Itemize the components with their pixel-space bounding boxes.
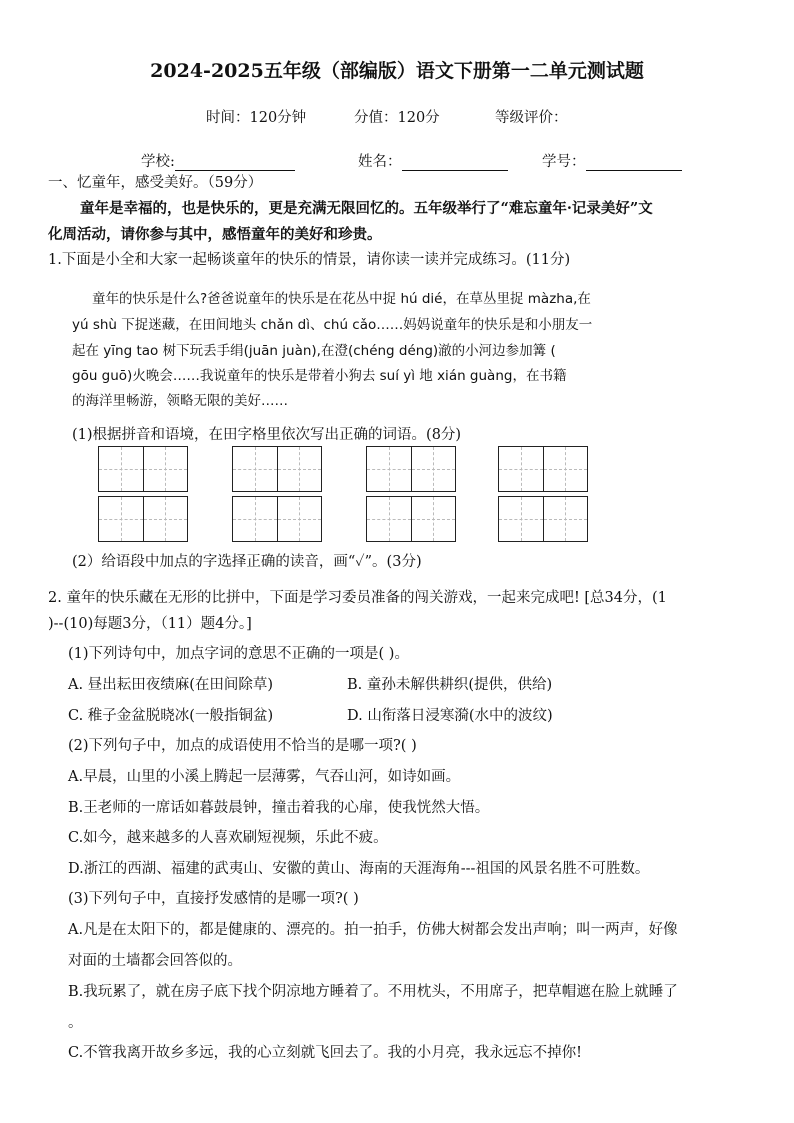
question-2-2: (2)下列句子中，加点的成语使用不恰当的是哪一项?( ) [68,738,417,754]
option-a[interactable]: A.凡是在太阳下的，都是健康的、漂亮的。拍一拍手，仿佛大树都会发出声响；叫一两声，好像 [68,922,678,938]
passage-line: yú shù 下捉迷藏，在田间地头 chǎn dì、chú cǎo……妈妈说童年的快乐是和小朋友一 [72,317,593,333]
question-2-stem: )--(10)每题3分，（11）题4分。] [48,616,252,632]
tianzige-grid[interactable] [232,496,322,542]
tianzige-grid[interactable] [98,446,188,492]
question-2-3: (3)下列句子中，直接抒发感情的是哪一项?( ) [68,891,359,907]
passage-line: 的海洋里畅游，领略无限的美好…… [72,393,288,409]
student-id-blank[interactable] [586,154,682,171]
section-intro-line: 化周活动，请你参与其中，感悟童年的美好和珍贵。 [48,226,382,243]
option-a[interactable]: A.早晨，山里的小溪上腾起一层薄雾，气吞山河，如诗如画。 [68,769,461,785]
option-d[interactable]: D. 山衔落日浸寒漪(水中的波纹) [347,708,553,724]
student-id-label: 学号： [542,154,586,170]
question-1-sub1: (1)根据拼音和语境，在田字格里依次写出正确的词语。(8分) [72,427,462,443]
question-1-sub2: (2）给语段中加点的字选择正确的读音，画“✓”。(3分) [72,554,422,570]
option-b[interactable]: B.王老师的一席话如暮鼓晨钟，撞击着我的心扉，使我恍然大悟。 [68,800,490,816]
option-a-continued: 对面的土墙都会回答似的。 [68,953,242,969]
exam-score: 分值：120分 [354,110,440,126]
section-heading: 一、忆童年，感受美好。（59分） [48,175,263,191]
school-blank[interactable] [175,154,295,171]
name-field[interactable] [358,150,508,171]
passage-line: 童年的快乐是什么?爸爸说童年的快乐是在花丛中捉 hú dié，在草丛里捉 màzha,在 [92,291,591,307]
option-b[interactable]: B. 童孙未解供耕织(提供，供给) [347,677,553,693]
school-label: 学校: [141,154,175,170]
page-title: 2024-2025五年级（部编版）语文下册第一二单元测试题 [150,60,644,82]
tianzige-grid[interactable] [498,496,588,542]
name-blank[interactable] [402,154,508,171]
option-d[interactable]: D.浙江的西湖、福建的武夷山、安徽的黄山、海南的天涯海角---祖国的风景名胜不可胜数。 [68,861,650,877]
tianzige-grid[interactable] [232,446,322,492]
option-a[interactable]: A. 昼出耘田夜绩麻(在田间除草) [68,677,274,693]
name-label: 姓名： [358,154,402,170]
option-c[interactable]: C.如今，越来越多的人喜欢刷短视频，乐此不疲。 [68,830,388,846]
tianzige-grid[interactable] [366,446,456,492]
exam-time: 时间：120分钟 [206,110,307,126]
school-field[interactable] [141,150,295,171]
tianzige-grid[interactable] [498,446,588,492]
question-2-stem: 2. 童年的快乐藏在无形的比拼中，下面是学习委员准备的闯关游戏，一起来完成吧! [总34分，(1 [48,590,667,606]
passage-line: gōu guō)火晚会……我说童年的快乐是带着小狗去 suí yì 地 xián guàng，在书籍 [72,368,567,384]
option-c[interactable]: C.不管我离开故乡多远，我的心立刻就飞回去了。我的小月亮，我永远忘不掉你! [68,1045,583,1061]
option-b-continued: 。 [68,1015,83,1031]
question-1-stem: 1.下面是小全和大家一起畅谈童年的快乐的情景，请你读一读并完成练习。(11分) [48,252,571,268]
tianzige-grid[interactable] [366,496,456,542]
tianzige-grid[interactable] [98,496,188,542]
option-c[interactable]: C. 稚子金盆脱晓冰(一般指铜盆) [68,708,274,724]
passage-line: 起在 yīng tao 树下玩丢手绢(juān juàn),在澄(chéng déng)澈的小河边参加篝 ( [72,343,556,359]
question-2-1: (1)下列诗句中，加点字词的意思不正确的一项是( )。 [68,646,409,662]
student-id-field[interactable] [542,150,682,171]
section-intro-line: 童年是幸福的，也是快乐的，更是充满无限回忆的。五年级举行了“难忘童年·记录美好”文 [80,200,653,217]
option-b[interactable]: B.我玩累了，就在房子底下找个阴凉地方睡着了。不用枕头，不用席子，把草帽遮在脸上就睡了 [68,984,678,1000]
grade-evaluation: 等级评价： [495,110,568,126]
